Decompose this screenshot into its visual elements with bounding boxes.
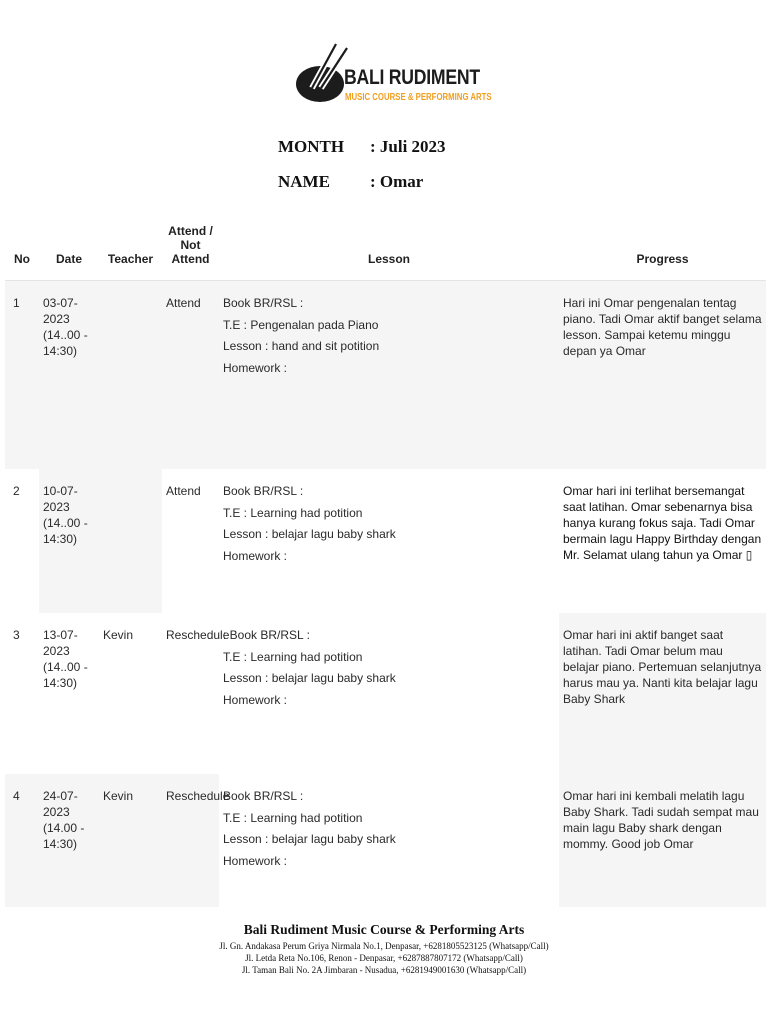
table-row [5, 281, 766, 469]
name-value: : Omar [370, 172, 424, 191]
brand-logo [294, 42, 492, 106]
lesson-homework: Homework : [223, 360, 288, 375]
cell-teacher: Kevin [99, 774, 162, 907]
cell-progress: Omar hari ini aktif banget saat latihan. Tadi Omar belum mau belajar piano. Pertemuan selanjutnya harus mau ya. Nanti kita belajar lagu Baby Shark [559, 613, 766, 774]
lesson-topic: Lesson : hand and sit potition [223, 339, 380, 353]
cell-date: 10-07-2023 (14..00 - 14:30) [39, 469, 99, 613]
lesson-book: Book BR/RSL : [223, 789, 304, 803]
header-no: No [5, 214, 39, 281]
month-row [278, 137, 446, 157]
cell-progress: Hari ini Omar pengenalan tentag piano. Tadi Omar aktif banget selama lesson. Sampai ketemu minggu depan ya Omar [559, 281, 766, 469]
cell-attend: Attend [166, 484, 201, 498]
brand-tagline: MUSIC COURSE & PERFORMING ARTS [345, 92, 492, 103]
footer [0, 922, 768, 976]
month-label: MONTH [278, 137, 345, 156]
cell-attend: Reschedule [162, 774, 219, 907]
lesson-homework: Homework : [223, 853, 288, 868]
table-row [5, 469, 766, 613]
cell-attend: Reschedule [166, 628, 230, 642]
lesson-te: T.E : Learning had potition [223, 810, 363, 825]
cell-teacher: Kevin [103, 628, 134, 642]
cell-date: 13-07-2023 (14..00 - 14:30) [43, 628, 88, 690]
header-progress: Progress [559, 214, 766, 281]
cell-progress: Omar hari ini kembali melatih lagu Baby Shark. Tadi sudah sempat mau main lagu Baby shark dengan mommy. Good job Omar [559, 774, 766, 907]
header-date: Date [39, 214, 99, 281]
cell-lesson [219, 469, 559, 613]
cell-date: 03-07-2023 (14..00 - 14:30) [39, 281, 99, 469]
brand-name: BALI RUDIMENT [344, 66, 480, 89]
header-attend: Attend / Not Attend [162, 214, 219, 281]
lesson-topic: Lesson : belajar lagu baby shark [223, 671, 396, 685]
header-teacher: Teacher [99, 214, 162, 281]
cell-no: 1 [5, 281, 39, 469]
table-row [5, 613, 766, 774]
table-header-row [5, 214, 766, 281]
name-label: NAME [278, 172, 330, 191]
lesson-te: T.E : Learning had potition [223, 505, 363, 520]
lesson-report-table [5, 214, 766, 907]
lesson-te: T.E : Learning had potition [223, 649, 363, 664]
name-row [278, 172, 423, 192]
cell-lesson [219, 774, 559, 907]
lesson-book: Book BR/RSL : [223, 484, 304, 498]
footer-address-2: Jl. Letda Reta No.106, Renon - Denpasar, +6287887807172 (Whatsapp/Call) [245, 953, 523, 963]
lesson-topic: Lesson : belajar lagu baby shark [223, 527, 396, 541]
cell-no: 3 [13, 628, 20, 642]
footer-address-1: Jl. Gn. Andakasa Perum Griya Nirmala No.1, Denpasar, +6281805523125 (Whatsapp/Call) [219, 941, 549, 951]
footer-title: Bali Rudiment Music Course & Performing Arts [243, 922, 525, 937]
month-value: : Juli 2023 [370, 137, 446, 156]
header-lesson: Lesson [219, 214, 559, 281]
cell-no: 2 [13, 484, 20, 498]
cell-teacher [99, 281, 162, 469]
footer-address-3: Jl. Taman Bali No. 2A Jimbaran - Nusadua, +6281949001630 (Whatsapp/Call) [241, 965, 527, 975]
lesson-homework: Homework : [223, 548, 288, 563]
cell-no: 4 [5, 774, 39, 907]
cell-lesson [219, 613, 559, 774]
lesson-book: Book BR/RSL : [223, 296, 304, 310]
lesson-topic: Lesson : belajar lagu baby shark [223, 832, 396, 846]
cell-attend: Attend [162, 281, 219, 469]
cell-teacher [99, 469, 162, 613]
cell-lesson [219, 281, 559, 469]
table-row [5, 774, 766, 907]
lesson-homework: Homework : [223, 692, 288, 707]
cell-date: 24-07-2023 (14.00 - 14:30) [39, 774, 99, 907]
cell-progress: Omar hari ini terlihat bersemangat saat latihan. Omar sebenarnya bisa hanya kurang fokus saja. Tadi Omar bermain lagu Happy Birthday dengan Mr. Selamat ulang tahun ya Omar ▯ [563, 484, 762, 562]
lesson-te: T.E : Pengenalan pada Piano [223, 317, 379, 332]
lesson-book: : Book BR/RSL : [223, 628, 310, 642]
